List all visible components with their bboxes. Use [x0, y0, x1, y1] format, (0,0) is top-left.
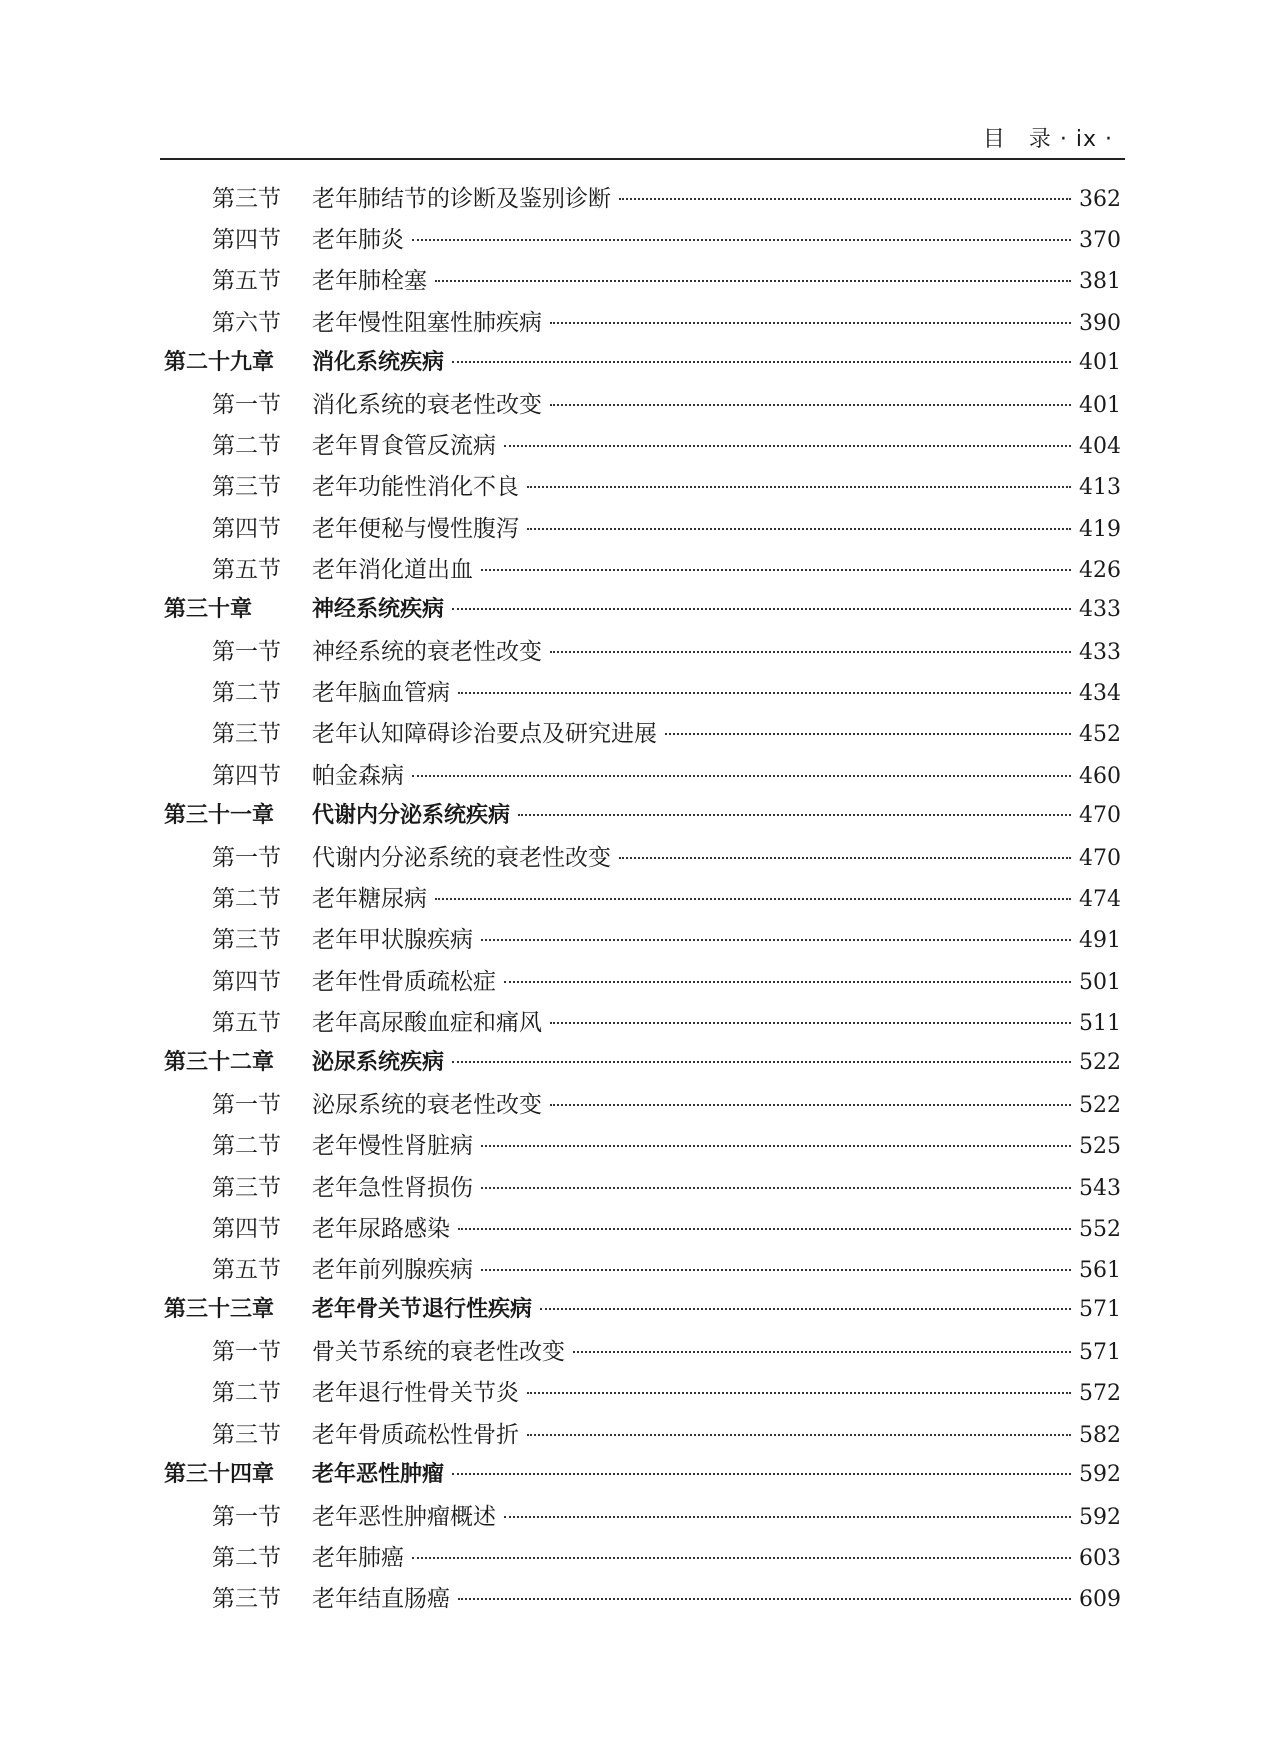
toc-entry-label: 第五节: [212, 556, 281, 583]
toc-entry-label: 第三十二章: [164, 1049, 275, 1075]
dot-leader: [527, 486, 1071, 488]
toc-entry-title: 老年肺结节的诊断及鉴别诊断: [312, 186, 611, 212]
toc-page-number: 592: [1079, 1505, 1121, 1530]
toc-page-number: 522: [1079, 1049, 1121, 1075]
dot-leader: [412, 239, 1071, 241]
toc-entry-label: 第二节: [212, 1380, 281, 1407]
dot-leader: [481, 939, 1071, 941]
dot-leader: [458, 1228, 1071, 1230]
toc-section-row: [160, 386, 1125, 427]
toc-section-row: [160, 262, 1125, 303]
toc-entry-label: 第二节: [212, 433, 281, 460]
dot-leader: [504, 981, 1071, 983]
dot-leader: [481, 1145, 1071, 1147]
toc-entry-label: 第三节: [212, 721, 281, 748]
toc-page-number: 501: [1079, 969, 1121, 995]
toc-section-row: [160, 839, 1125, 880]
toc-section-row: [160, 715, 1125, 756]
dot-leader: [504, 445, 1071, 447]
toc-page-number: 381: [1079, 269, 1121, 295]
table-of-contents: [160, 180, 1125, 1622]
dot-leader: [550, 651, 1071, 653]
toc-page-number: 460: [1079, 763, 1121, 789]
toc-entry-label: 第二十九章: [164, 349, 275, 375]
toc-entry-label: 第四节: [212, 515, 281, 542]
toc-page-number: 470: [1079, 846, 1121, 871]
toc-entry-title: 消化系统的衰老性改变: [312, 391, 542, 418]
toc-entry-label: 第三十三章: [164, 1297, 275, 1323]
dot-leader: [452, 1061, 1071, 1063]
toc-chapter-row: [160, 345, 1125, 386]
dot-leader: [665, 733, 1071, 735]
toc-entry-title: 老年恶性肿瘤概述: [312, 1504, 496, 1530]
dot-leader: [458, 692, 1071, 694]
toc-page-number: 491: [1079, 928, 1121, 954]
toc-section-row: [160, 1416, 1125, 1457]
toc-entry-label: 第二节: [212, 680, 281, 707]
toc-entry-title: 老年认知障碍诊治要点及研究进展: [312, 721, 657, 748]
toc-entry-title: 神经系统疾病: [312, 596, 445, 622]
toc-entry-title: 老年慢性阻塞性肺疾病: [312, 309, 542, 336]
toc-page-number: 603: [1079, 1546, 1121, 1572]
dot-leader: [452, 361, 1071, 363]
toc-page-number: 582: [1079, 1422, 1121, 1448]
dot-leader: [435, 280, 1071, 282]
toc-page-number: 470: [1079, 802, 1121, 828]
toc-section-row: [160, 1580, 1125, 1621]
toc-entry-title: 老年消化道出血: [312, 556, 473, 583]
dot-leader: [619, 857, 1071, 859]
toc-section-row: [160, 963, 1125, 1004]
toc-entry-label: 第四节: [212, 227, 281, 254]
toc-entry-label: 第四节: [212, 1215, 281, 1242]
toc-section-row: [160, 551, 1125, 592]
dot-leader: [619, 198, 1071, 200]
toc-entry-title: 骨关节系统的衰老性改变: [312, 1339, 565, 1366]
toc-page-number: 511: [1079, 1010, 1121, 1036]
toc-entry-title: 老年脑血管病: [312, 680, 450, 707]
toc-page-number: 390: [1079, 310, 1121, 336]
toc-entry-title: 老年便秘与慢性腹泻: [312, 515, 519, 542]
toc-section-row: [160, 1169, 1125, 1210]
toc-page-number: 474: [1079, 887, 1121, 913]
toc-entry-label: 第一节: [212, 1339, 281, 1366]
toc-entry-title: 老年退行性骨关节炎: [312, 1380, 519, 1407]
toc-entry-label: 第二节: [212, 1545, 281, 1572]
toc-page-number: 571: [1079, 1297, 1121, 1323]
toc-entry-title: 老年尿路感染: [312, 1215, 450, 1242]
toc-entry-title: 老年甲状腺疾病: [312, 927, 473, 954]
toc-page-number: 571: [1079, 1340, 1121, 1366]
toc-entry-label: 第五节: [212, 1009, 281, 1036]
toc-page-number: 543: [1079, 1175, 1121, 1201]
toc-section-row: [160, 180, 1125, 221]
toc-entry-title: 老年急性肾损伤: [312, 1174, 473, 1201]
toc-entry-label: 第三节: [212, 186, 281, 212]
toc-section-row: [160, 304, 1125, 345]
toc-section-row: [160, 674, 1125, 715]
dot-leader: [550, 1022, 1071, 1024]
toc-entry-label: 第三节: [212, 1421, 281, 1448]
toc-entry-title: 泌尿系统的衰老性改变: [312, 1092, 542, 1119]
toc-entry-label: 第三节: [212, 927, 281, 954]
toc-entry-label: 第三节: [212, 1586, 281, 1613]
toc-section-row: [160, 468, 1125, 509]
dot-leader: [452, 608, 1071, 610]
toc-entry-title: 老年前列腺疾病: [312, 1256, 473, 1283]
toc-page-number: 522: [1079, 1093, 1121, 1119]
toc-entry-label: 第三十一章: [164, 802, 275, 828]
toc-entry-title: 老年高尿酸血症和痛风: [312, 1009, 542, 1036]
toc-page-number: 401: [1079, 349, 1121, 375]
toc-chapter-row: [160, 798, 1125, 839]
toc-section-row: [160, 880, 1125, 921]
toc-entry-title: 老年肺炎: [312, 227, 404, 254]
dot-leader: [550, 404, 1071, 406]
toc-entry-label: 第一节: [212, 639, 281, 666]
dot-leader: [412, 775, 1071, 777]
toc-section-row: [160, 757, 1125, 798]
toc-entry-label: 第五节: [212, 1256, 281, 1283]
toc-page-number: 609: [1079, 1587, 1121, 1613]
toc-section-row: [160, 1333, 1125, 1374]
toc-chapter-row: [160, 1292, 1125, 1333]
toc-page-number: 426: [1079, 557, 1121, 583]
toc-chapter-row: [160, 1045, 1125, 1086]
dot-leader: [518, 814, 1071, 816]
toc-entry-label: 第三十四章: [164, 1461, 275, 1487]
toc-entry-label: 第一节: [212, 1092, 281, 1119]
toc-entry-label: 第二节: [212, 1133, 281, 1160]
toc-section-row: [160, 1004, 1125, 1045]
toc-section-row: [160, 221, 1125, 262]
dot-leader: [527, 528, 1071, 530]
toc-section-row: [160, 1374, 1125, 1415]
toc-section-row: [160, 510, 1125, 551]
toc-chapter-row: [160, 592, 1125, 633]
toc-entry-title: 老年慢性肾脏病: [312, 1133, 473, 1160]
toc-entry-title: 老年肺癌: [312, 1545, 404, 1572]
toc-page-number: 561: [1079, 1257, 1121, 1283]
toc-page-number: 419: [1079, 516, 1121, 542]
dot-leader: [550, 1104, 1071, 1106]
dot-leader: [573, 1351, 1071, 1353]
toc-entry-title: 消化系统疾病: [312, 349, 445, 375]
toc-entry-label: 第三十章: [164, 596, 253, 622]
toc-section-row: [160, 1498, 1125, 1539]
toc-page-number: 413: [1079, 475, 1121, 501]
toc-section-row: [160, 633, 1125, 674]
dot-leader: [527, 1392, 1071, 1394]
toc-page-number: 370: [1079, 228, 1121, 254]
dot-leader: [550, 322, 1071, 324]
toc-entry-label: 第五节: [212, 268, 281, 295]
dot-leader: [412, 1557, 1071, 1559]
toc-entry-label: 第六节: [212, 309, 281, 336]
toc-entry-title: 老年性骨质疏松症: [312, 968, 496, 995]
toc-page-number: 362: [1079, 187, 1121, 212]
toc-entry-title: 老年结直肠癌: [312, 1586, 450, 1613]
dot-leader: [504, 1516, 1071, 1518]
dot-leader: [458, 1598, 1071, 1600]
toc-entry-title: 老年功能性消化不良: [312, 474, 519, 501]
dot-leader: [481, 569, 1071, 571]
dot-leader: [452, 1473, 1071, 1475]
running-header: 目 录 · ix ·: [982, 127, 1113, 152]
toc-entry-title: 老年胃食管反流病: [312, 433, 496, 460]
dot-leader: [481, 1269, 1071, 1271]
toc-page-number: 525: [1079, 1134, 1121, 1160]
toc-entry-title: 神经系统的衰老性改变: [312, 639, 542, 666]
toc-chapter-row: [160, 1457, 1125, 1498]
toc-entry-label: 第一节: [212, 1504, 281, 1530]
toc-entry-title: 帕金森病: [312, 762, 404, 789]
toc-entry-label: 第四节: [212, 968, 281, 995]
page-header: [160, 118, 1125, 160]
toc-entry-label: 第一节: [212, 845, 281, 871]
toc-page-number: 592: [1079, 1461, 1121, 1487]
toc-entry-title: 老年骨质疏松性骨折: [312, 1421, 519, 1448]
dot-leader: [481, 1187, 1071, 1189]
dot-leader: [435, 898, 1071, 900]
toc-entry-label: 第四节: [212, 762, 281, 789]
toc-section-row: [160, 1251, 1125, 1292]
toc-section-row: [160, 1539, 1125, 1580]
toc-entry-title: 代谢内分泌系统疾病: [312, 802, 511, 828]
toc-page-number: 401: [1079, 392, 1121, 418]
toc-page-number: 434: [1079, 681, 1121, 707]
toc-section-row: [160, 1086, 1125, 1127]
toc-entry-title: 泌尿系统疾病: [312, 1049, 445, 1075]
dot-leader: [527, 1434, 1071, 1436]
dot-leader: [540, 1308, 1071, 1310]
toc-page-number: 452: [1079, 722, 1121, 748]
toc-page-number: 433: [1079, 640, 1121, 666]
toc-entry-label: 第一节: [212, 391, 281, 418]
toc-entry-label: 第三节: [212, 474, 281, 501]
toc-page-number: 433: [1079, 596, 1121, 622]
toc-page-number: 572: [1079, 1381, 1121, 1407]
toc-section-row: [160, 1210, 1125, 1251]
toc-entry-label: 第二节: [212, 886, 281, 913]
toc-section-row: [160, 1127, 1125, 1168]
toc-entry-title: 老年恶性肿瘤: [312, 1461, 445, 1487]
toc-page-number: 404: [1079, 434, 1121, 460]
toc-page-number: 552: [1079, 1216, 1121, 1242]
toc-entry-label: 第三节: [212, 1174, 281, 1201]
toc-section-row: [160, 921, 1125, 962]
toc-entry-title: 老年骨关节退行性疾病: [312, 1297, 533, 1323]
toc-entry-title: 老年糖尿病: [312, 886, 427, 913]
toc-entry-title: 老年肺栓塞: [312, 268, 427, 295]
toc-section-row: [160, 427, 1125, 468]
toc-entry-title: 代谢内分泌系统的衰老性改变: [312, 845, 611, 871]
